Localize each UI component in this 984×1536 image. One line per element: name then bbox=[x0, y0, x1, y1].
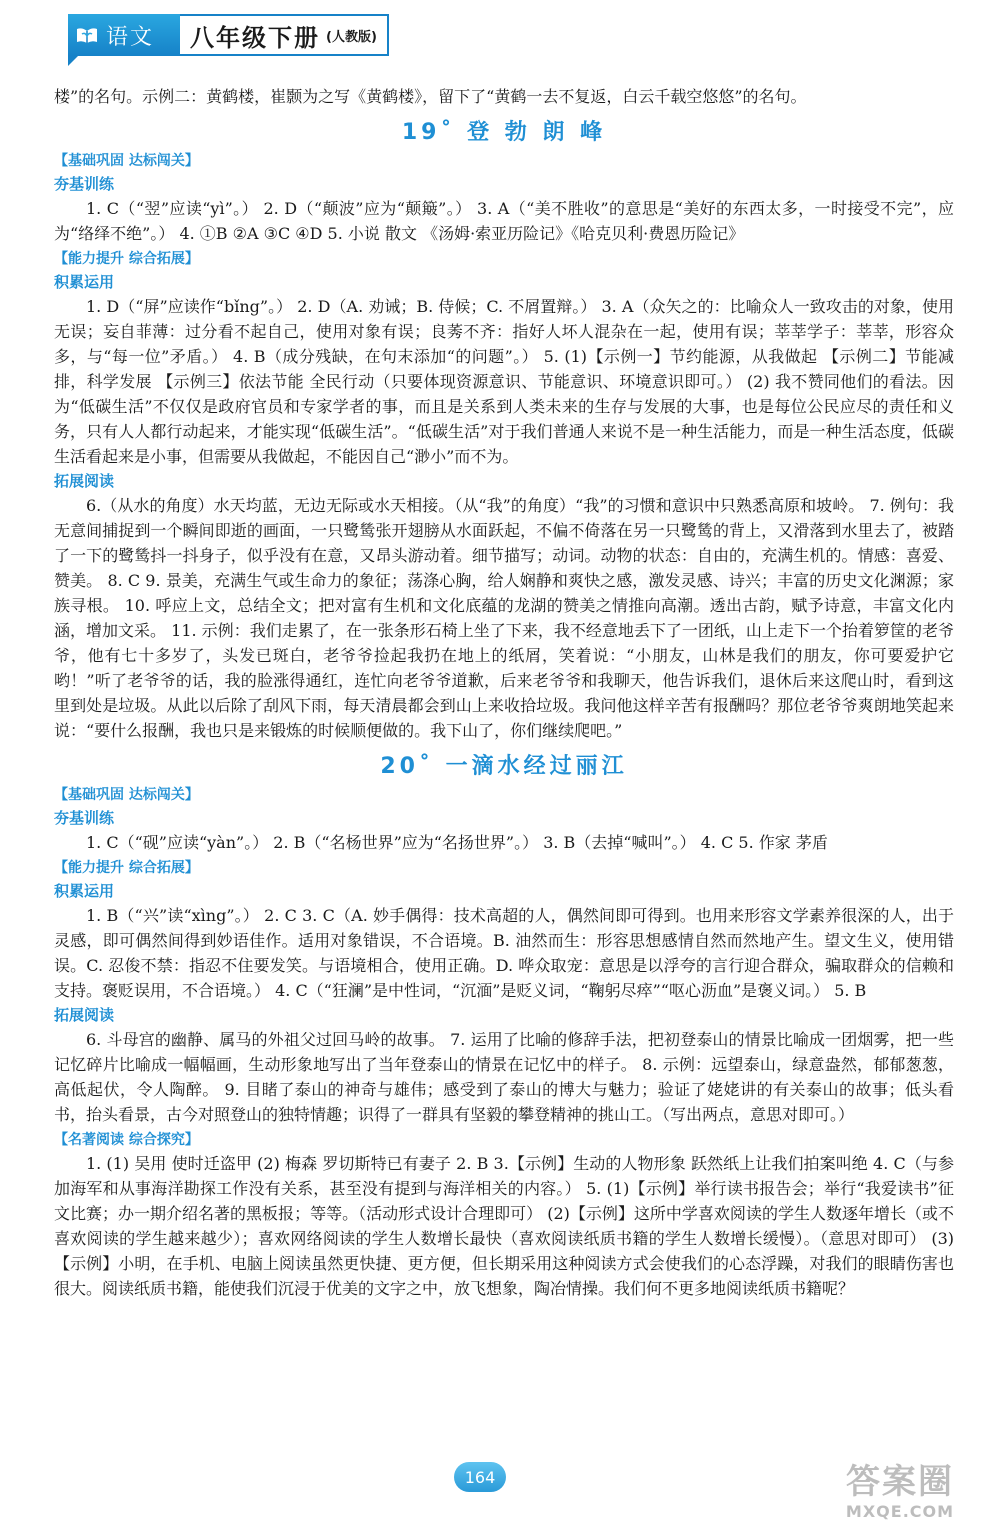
answer-paragraph: 1. D（“屏”应读作“bǐng”。） 2. D（A. 劝诫；B. 侍候；C. 不屑置辩。） 3. A（众矢之的：比喻众人一致攻击的对象，使用无误；妄自菲薄：过分看不起自己，使用对象有误；良莠不齐：指好人坏人混杂在一起，使用有误；莘莘学子：莘莘，形容众多，与“每一位”矛盾。） 4. B（成分残缺，在句末添加“的问题”。） 5. (1)【示例一】节约能源，从我做起 【示例二】节能减排，科学发展 【示例三】依法节能 全民行动（只要体现资源意识、节能意识、环境意识即可。） (2) 我不赞同他们的看法。因为“低碳生活”不仅仅是政府官员和专家学者的事，而且是关系到人类未来的生存与发展的大事，也是每位公民应尽的责任和义务，只有人人都行动起来，才能实现“低碳生活”。“低碳生活”对于我们普通人来说不是一种生活能力，而是一种生活态度，低碳生活看起来是小事，但需要从我做起，不能因自己“渺小”而不为。 bbox=[54, 297, 954, 466]
page-number: 164 bbox=[454, 1462, 506, 1492]
subject-tab bbox=[68, 14, 180, 56]
answer-content bbox=[54, 84, 954, 1301]
section-heading: 【能力提升 综合拓展】 bbox=[54, 860, 199, 876]
section-heading: 【基础巩固 达标闯关】 bbox=[54, 787, 199, 803]
answer-paragraph: 6. 斗母宫的幽静、属马的外祖父过回马岭的故事。 7. 运用了比喻的修辞手法，把初登泰山的情景比喻成一团烟雾，把一些记忆碎片比喻成一幅幅画，生动形象地写出了当年登泰山的情景在记忆中的样子。 8. 示例：远望泰山，绿意盎然，郁郁葱葱，高低起伏，令人陶醉。 9. 目睹了泰山的神奇与雄伟；感受到了泰山的博大与魅力；验证了姥姥讲的有关泰山的故事；低头看书，抬头看景，古今对照登山的独特情趣；识得了一群具有坚毅的攀登精神的挑山工。（写出两点，意思对即可。） bbox=[54, 1030, 954, 1124]
subsection-heading: 积累运用 bbox=[54, 882, 115, 900]
page-header bbox=[68, 14, 389, 56]
subject-label: 语文 bbox=[106, 24, 155, 50]
answer-paragraph: 6.（从水的角度）水天均蓝，无边无际或水天相接。（从“我”的角度）“我”的习惯和意识中只熟悉高原和坡岭。 7. 例句：我无意间捕捉到一个瞬间即逝的画面，一只鹭鸶张开翅膀从水面跃起，不偏不倚落在另一只鹭鸶的背上，又滑落到水里去了，被踏了一下的鹭鸶抖一抖身子，似乎没有在意，又昂头游动着。细节描写；动词。动物的状态：自由的，充满生机的。情感：喜爱、赞美。 8. C 9. 景美，充满生气或生命力的象征；荡涤心胸，给人娴静和爽快之感，激发灵感、诗兴；丰富的历史文化渊源；家族寻根。 10. 呼应上文，总结全文；把对富有生机和文化底蕴的龙湖的赞美之情推向高潮。透出古韵，赋予诗意，丰富文化内涵，增加文采。 11. 示例：我们走累了，在一张条形石椅上坐了下来，我不经意地丢下了一团纸，山上走下一个抬着箩筐的老爷爷，他有七十多岁了，头发已斑白，老爷爷捡起我扔在地上的纸屑，笑着说：“小朋友，山林是我们的朋友，你可要爱护它哟！”听了老爷爷的话，我的脸涨得通红，连忙向老爷爷道歉，后来老爷爷和我聊天，他告诉我们，退休后来这爬山时，看到这里到处是垃圾。从此以后除了刮风下雨，每天清晨都会到山上来收拾垃圾。我问他这样辛苦有报酬吗？那位老爷爷爽朗地笑起来说：“要什么报酬，我也只是来锻炼的时候顺便做的。我下山了，你们继续爬吧。” bbox=[54, 496, 954, 740]
answer-paragraph: 1. (1) 吴用 使时迁盗甲 (2) 梅森 罗切斯特已有妻子 2. B 3.【示例】生动的人物形象 跃然纸上让我们拍案叫绝 4. C（与参加海军和从事海洋勘探工作没有关系，甚至没有提到与海洋相关的内容。） 5. (1)【示例】举行读书报告会；举行“我爱读书”征文比赛；办一期介绍名著的黑板报；等等。（活动形式设计合理即可） (2)【示例】这所中学喜欢阅读的学生人数逐年增长（或不喜欢阅读的学生越来越少）；喜欢网络阅读的学生人数增长最快（喜欢阅读纸质书籍的学生人数增长缓慢）。（意思对即可） (3)【示例】小明，在手机、电脑上阅读虽然更快捷、更方便，但长期采用这种阅读方式会使我们的心态浮躁，对我们的眼睛伤害也很大。阅读纸质书籍，能使我们沉浸于优美的文字之中，放飞想象，陶冶情操。我们何不更多地阅读纸质书籍呢？ bbox=[54, 1154, 954, 1298]
section-heading: 【基础巩固 达标闯关】 bbox=[54, 153, 199, 169]
subsection-heading: 拓展阅读 bbox=[54, 1006, 115, 1024]
section-heading: 【名著阅读 综合探究】 bbox=[54, 1132, 199, 1148]
edition-label: (人教版) bbox=[326, 29, 377, 45]
subsection-heading: 积累运用 bbox=[54, 273, 115, 291]
grade-label: 八年级下册 bbox=[190, 23, 320, 52]
answer-paragraph: 楼”的名句。示例二：黄鹤楼，崔颢为之写《黄鹤楼》，留下了“黄鹤一去不复返，白云千载空悠悠”的名句。 bbox=[54, 87, 807, 106]
lesson-title: 20˚ 一滴水经过丽江 bbox=[380, 754, 628, 779]
watermark-domain: MXQE.COM bbox=[845, 1502, 955, 1521]
answer-paragraph: 1. B（“兴”读“xìng”。） 2. C 3. C（A. 妙手偶得：技术高超的人，偶然间即可得到。也用来形容文学素养很深的人，出于灵感，即可偶然间得到妙语佳作。适用对象错误，不合语境。B. 油然而生：形容思想感情自然而然地产生。望文生义，使用错误。C. 忍俊不禁：指忍不住要发笑。与语境相合，使用正确。D. 哗众取宠：意思是以浮夸的言行迎合群众，骗取群众的信赖和支持。褒贬误用，不合语境。） 4. C（“狂澜”是中性词，“沉湎”是贬义词，“鞠躬尽瘁”“呕心沥血”是褒义词。） 5. B bbox=[54, 906, 954, 1000]
subsection-heading: 夯基训练 bbox=[54, 809, 115, 827]
lesson-title: 19˚ 登 勃 朗 峰 bbox=[401, 120, 607, 145]
book-leaf-icon bbox=[76, 26, 98, 44]
answer-paragraph: 1. C（“砚”应读“yàn”。） 2. B（“名杨世界”应为“名扬世界”。） 3. B（去掉“喊叫”。） 4. C 5. 作家 茅盾 bbox=[86, 833, 828, 852]
section-heading: 【能力提升 综合拓展】 bbox=[54, 251, 199, 267]
site-watermark bbox=[830, 1462, 970, 1530]
answer-paragraph: 1. C（“翌”应读“yì”。） 2. D（“颠波”应为“颠簸”。） 3. A（“美不胜收”的意思是“美好的东西太多，一时接受不完”，应为“络绎不绝”。） 4. ①B ②A ③C ④D 5. 小说 散文 《汤姆·索亚历险记》《哈克贝利·费恩历险记》 bbox=[54, 199, 954, 243]
watermark-logo-text: 答案圈 bbox=[846, 1462, 954, 1502]
subsection-heading: 夯基训练 bbox=[54, 175, 115, 193]
subsection-heading: 拓展阅读 bbox=[54, 472, 115, 490]
grade-box bbox=[180, 14, 389, 56]
